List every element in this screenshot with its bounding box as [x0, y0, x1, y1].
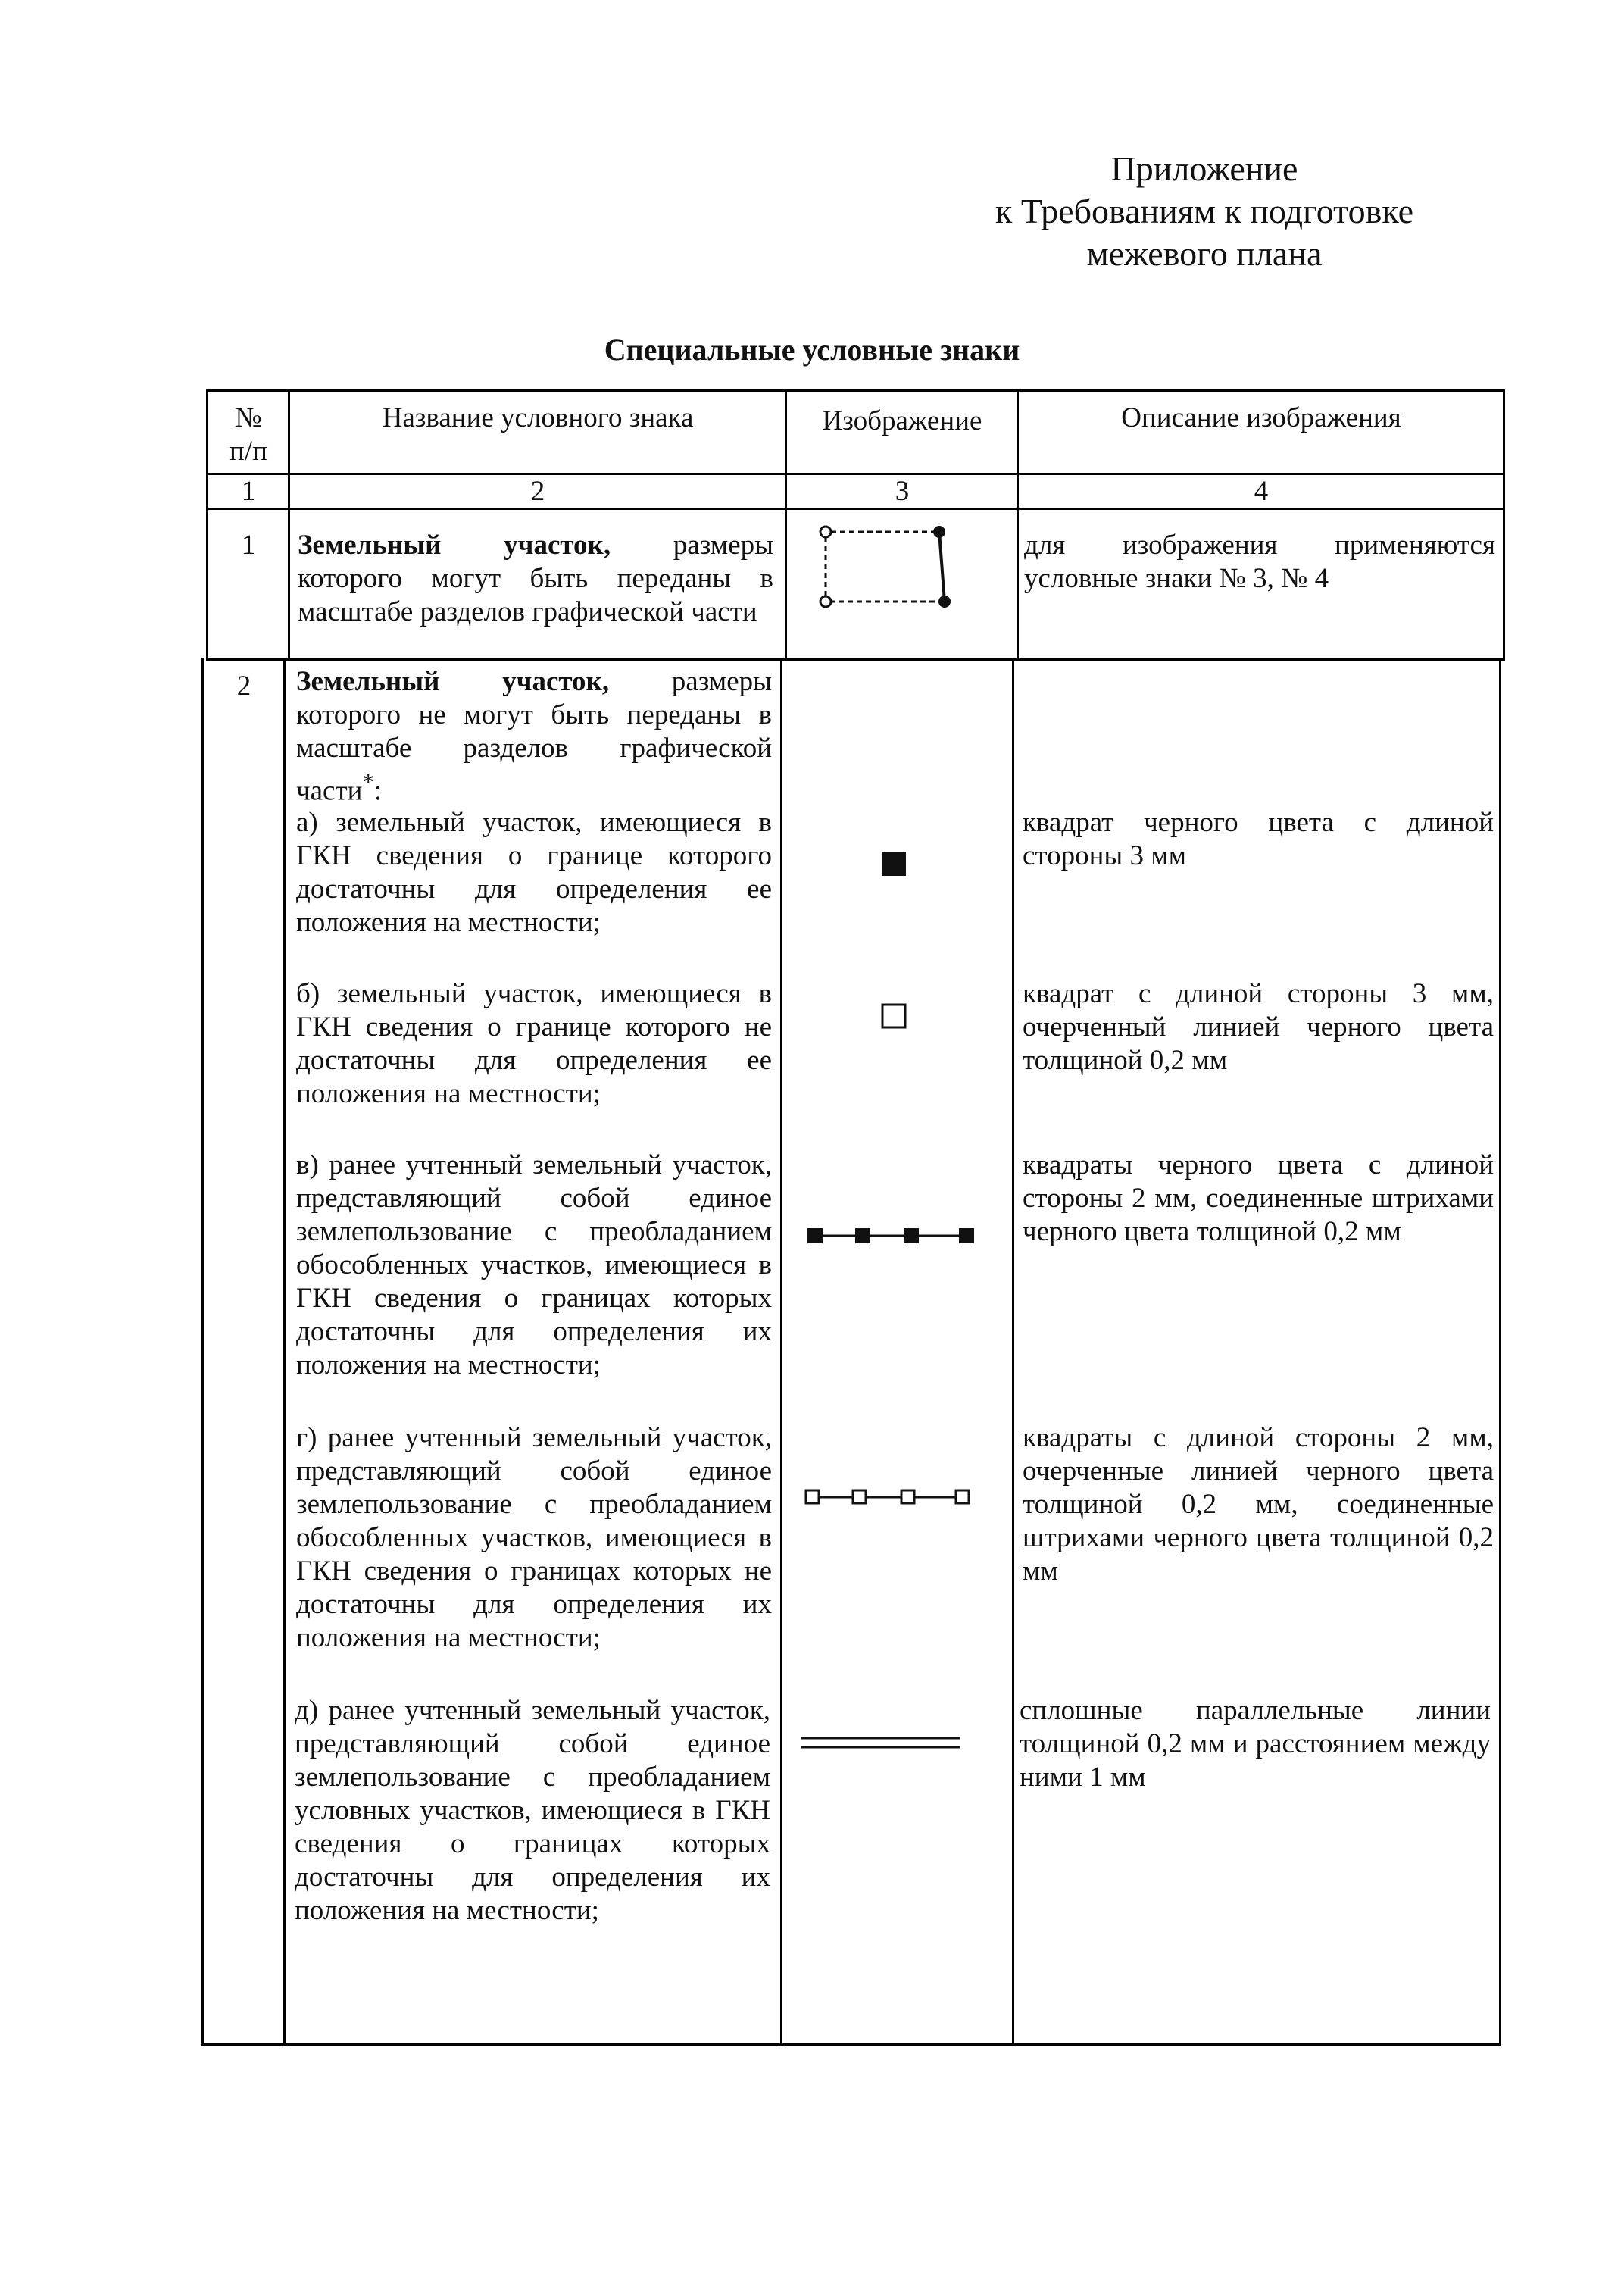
row-2-item-b-description: квадрат с длиной стороны 3 мм, очерченный линией черного цвета толщиной 0,2 мм — [1023, 978, 1494, 1076]
header-num-symbol: № — [235, 402, 262, 433]
document-title: Специальные условные знаки — [604, 333, 1020, 367]
parcel-outline-icon — [814, 523, 966, 614]
row-2-name — [296, 665, 772, 808]
col-divider-1 — [288, 389, 290, 658]
filled-squares-chain-icon — [807, 1224, 974, 1247]
header-name: Название условного знака — [382, 402, 694, 433]
table-border-left-lower — [201, 658, 204, 2046]
table-border-left — [206, 389, 208, 658]
table-border-right — [1503, 389, 1505, 658]
row-2-item-d: д) ранее учтенный земельный участок, представляющий собой единое землепользование с преобладанием условных участков, имеющиеся в ГКН сведения о границах которых достаточны для определения их положения на местности; — [295, 1695, 770, 1926]
row-1-number: 1 — [241, 530, 256, 561]
footnote-asterisk: * — [362, 769, 374, 795]
row-2-name-bold: Земельный участок, — [296, 666, 610, 697]
row-2-item-v-description: квадраты черного цвета с длиной стороны 2 мм, соединенные штрихами черного цвета толщиной 0,2 мм — [1023, 1149, 1494, 1247]
empty-squares-chain-icon — [804, 1487, 971, 1508]
header-num-abbr: п/п — [230, 436, 267, 467]
table-border-top — [206, 389, 1505, 392]
double-line-icon — [801, 1735, 960, 1750]
row-divider — [206, 658, 1505, 661]
col-divider-2-lower — [780, 658, 782, 2046]
header-description: Описание изображения — [1121, 402, 1401, 433]
col-divider-1-lower — [283, 658, 286, 2046]
col-number-4: 4 — [1254, 476, 1269, 507]
table-border-right-lower — [1499, 658, 1501, 2046]
appendix-line-2: к Требованиям к подготовке — [995, 192, 1414, 230]
row-2-item-a-description: квадрат черного цвета с длиной стороны 3 мм — [1023, 807, 1494, 871]
appendix-line-1: Приложение — [1110, 149, 1298, 188]
col-divider-3 — [1017, 389, 1019, 658]
row-2-item-g: г) ранее учтенный земельный участок, представляющий собой единое землепользование с преобладанием обособленных участков, имеющиеся в ГКН сведения о границах которых не достаточны для определения их положения на местности; — [296, 1422, 772, 1653]
row-2-item-a: а) земельный участок, имеющиеся в ГКН сведения о границе которого достаточны для определения ее положения на местности; — [296, 807, 772, 938]
col-divider-3-lower — [1012, 658, 1014, 2046]
appendix-line-3: межевого плана — [1086, 234, 1323, 273]
row-2-item-d-description: сплошные параллельные линии толщиной 0,2 мм и расстоянием между ними 1 мм — [1020, 1695, 1491, 1793]
row-2-name-colon: : — [373, 775, 383, 807]
col-divider-2 — [785, 389, 787, 658]
row-2-item-b: б) земельный участок, имеющиеся в ГКН сведения о границе которого не достаточны для определения ее положения на местности; — [296, 978, 772, 1109]
filled-square-icon — [882, 852, 906, 876]
header-num — [209, 402, 288, 468]
header-image: Изображение — [822, 405, 982, 436]
row-2-number: 2 — [236, 671, 251, 702]
col-number-1: 1 — [241, 476, 256, 507]
col-number-3: 3 — [895, 476, 910, 507]
row-1-description: для изображения применяются условные знаки № 3, № 4 — [1024, 530, 1495, 594]
row-1-name-rest: размеры которого могут быть переданы в масштабе разделов графической части — [298, 530, 773, 627]
row-1-name-bold: Земельный участок, — [298, 530, 611, 561]
empty-square-icon — [881, 1003, 907, 1029]
row-2-item-g-description: квадраты с длиной стороны 2 мм, очерченные линией черного цвета толщиной 0,2 мм, соединенные штрихами черного цвета толщиной 0,2 мм — [1023, 1422, 1494, 1587]
row-2-name-rest: размеры которого не могут быть переданы в масштабе разделов графической части — [296, 666, 772, 807]
row-2-item-v: в) ранее учтенный земельный участок, представляющий собой единое землепользование с преобладанием обособленных участков, имеющиеся в ГКН сведения о границах которых достаточны для определения их положения на местности; — [296, 1149, 772, 1380]
col-number-2: 2 — [530, 476, 545, 507]
row-1-name — [298, 529, 773, 629]
table-border-bottom — [201, 2043, 1501, 2046]
